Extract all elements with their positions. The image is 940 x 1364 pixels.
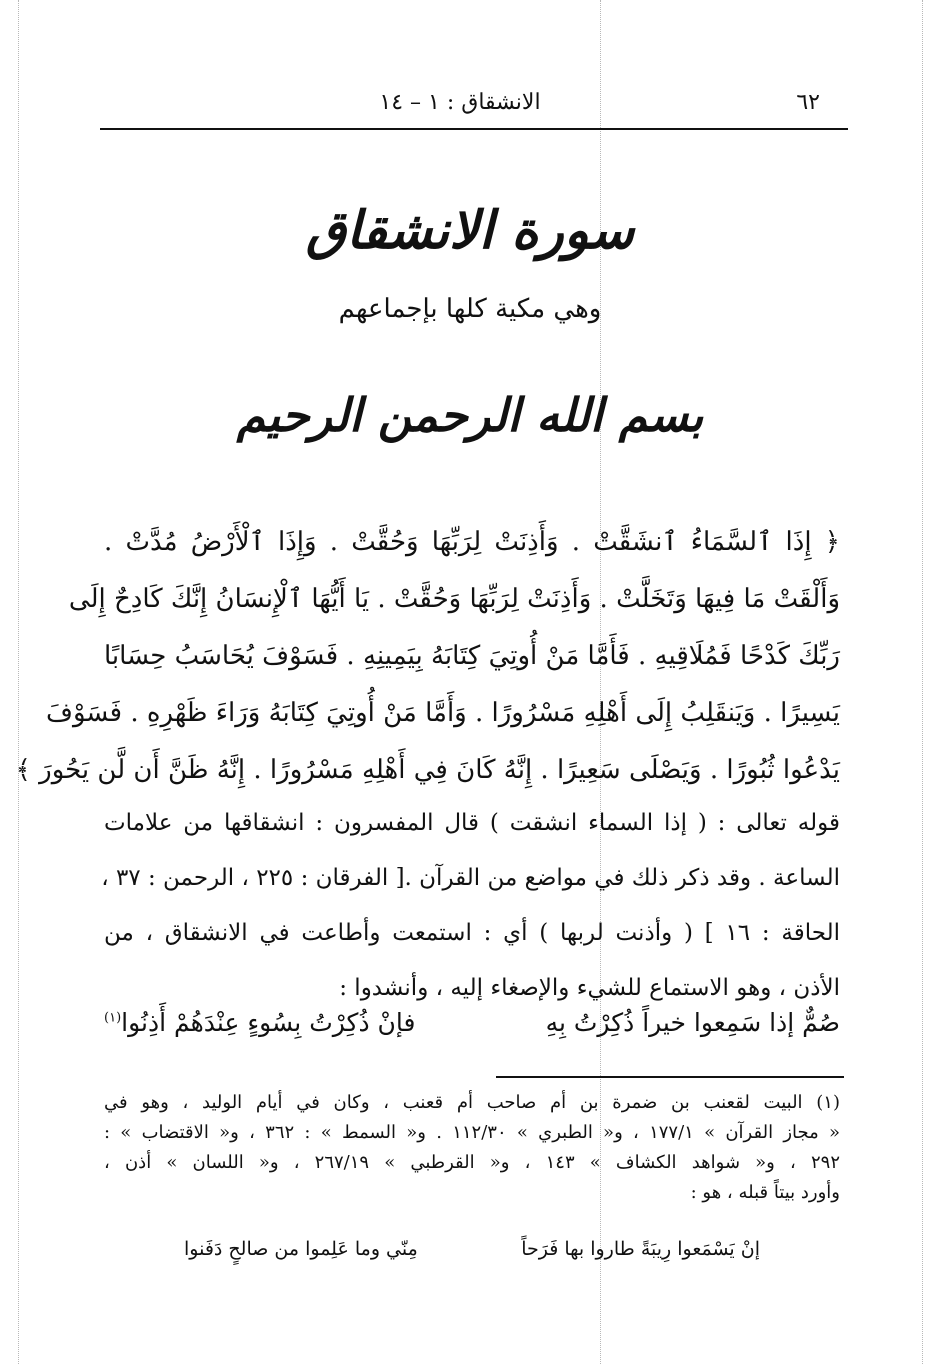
page-header: [100, 84, 848, 130]
footnote-line: وأورد بيتاً قبله ، هو :: [690, 1182, 840, 1203]
footnote-line: ٢٩٢ ، و« شواهد الكشاف » ١٤٣ ، و« القرطبي » ٢٦٧/١٩ ، و« اللسان » أذن ،: [104, 1152, 840, 1173]
poem-second-hemistich: [104, 1008, 415, 1037]
page-number: ٦٢: [796, 90, 820, 115]
footnotes: [104, 1088, 840, 1208]
footnote-poem-second-hemistich: مِنّي وما عَلِموا من صالحٍ دَفَنوا: [184, 1238, 418, 1260]
poem-second-hemistich-text: فإنْ ذُكِرْتُ بِسُوءٍ عِنْدَهُمْ أَذِنُوا: [121, 1008, 416, 1037]
commentary-line: الساعة . وقد ذكر ذلك في مواضع من القرآن .[ الفرقان : ٢٢٥ ، الرحمن : ٣٧ ،: [101, 865, 840, 891]
footnote-line: (١) البيت لقعنب بن ضمرة بن أم صاحب أم قعنب ، وكان في أيام الوليد ، وهو في: [104, 1092, 840, 1113]
verse-line: يَسِيرًا . وَيَنقَلِبُ إِلَى أَهْلِهِ مَسْرُورًا . وَأَمَّا مَنْ أُوتِيَ كِتَابَهُ وَرَاءَ ظَهْرِهِ . فَسَوْفَ: [46, 698, 840, 728]
footnote-poem-verse: [104, 1236, 840, 1272]
commentary-line: الأذن ، وهو الاستماع للشيء والإصغاء إليه ، وأنشدوا :: [339, 975, 840, 1001]
running-title: الانشقاق : ١ – ١٤: [379, 90, 541, 115]
surah-title: سورة الانشقاق: [305, 200, 635, 261]
basmala: بسم الله الرحمن الرحيم: [236, 388, 704, 442]
footnote-marker: (١): [104, 1010, 122, 1026]
verse-line: ﴿ إِذَا ٱلسَّمَاءُ ٱنشَقَّتْ . وَأَذِنَتْ لِرَبِّهَا وَحُقَّتْ . وَإِذَا ٱلْأَرْضُ مُدَّتْ .: [104, 527, 840, 557]
commentary: [101, 796, 840, 1016]
verse-line: وَأَلْقَتْ مَا فِيهَا وَتَخَلَّتْ . وَأَذِنَتْ لِرَبِّهَا وَحُقَّتْ . يَا أَيُّهَا ٱلْإِنسَانُ إِنَّكَ كَادِحٌ إِلَى: [68, 584, 840, 614]
poem-verse: [104, 998, 840, 1058]
commentary-line: الحاقة : ١٦ ] ( وأذنت لربها ) أي : استمعت وأطاعت في الانشقاق ، من: [104, 920, 840, 946]
footnote-divider: [496, 1076, 844, 1078]
footnote-poem-first-hemistich: إنْ يَسْمَعوا رِيبَةً طاروا بها فَرَحاً: [521, 1238, 760, 1260]
footnote-line: « مجاز القرآن » ١٧٧/١ ، و« الطبري » ١١٢/٣٠ . و« السمط » : ٣٦٢ ، و« الاقتضاب » :: [104, 1122, 841, 1143]
verse-line: يَدْعُوا ثُبُورًا . وَيَصْلَى سَعِيرًا . إِنَّهُ كَانَ فِي أَهْلِهِ مَسْرُورًا . إِنَّهُ ظَنَّ أَن لَّن يَحُورَ ﴾: [15, 755, 840, 785]
quran-verses: [15, 514, 840, 799]
commentary-line: قوله تعالى : ( إذا السماء انشقت ) قال المفسرون : انشقاقها من علامات: [104, 810, 840, 836]
verse-line: رَبِّكَ كَدْحًا فَمُلَاقِيهِ . فَأَمَّا مَنْ أُوتِيَ كِتَابَهُ بِيَمِينِهِ . فَسَوْفَ يُحَاسَبُ حِسَابًا: [104, 641, 840, 671]
surah-subtitle: وهي مكية كلها بإجماعهم: [338, 294, 602, 324]
poem-first-hemistich: صُمٌّ إذا سَمِعوا خيراً ذُكِرْتُ بِهِ: [545, 1008, 840, 1037]
